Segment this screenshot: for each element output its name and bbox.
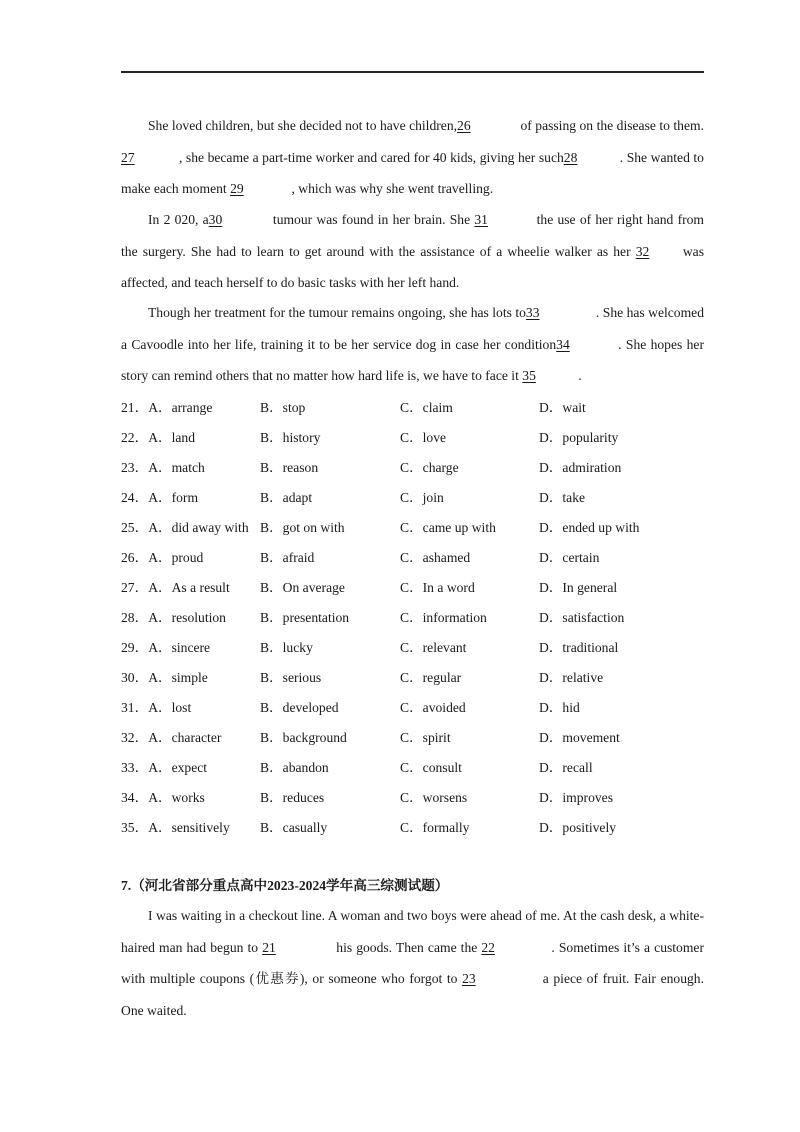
option-b[interactable]: B．presentation [260, 610, 350, 625]
option-row [121, 783, 704, 813]
options-list [121, 393, 704, 843]
option-row [121, 603, 704, 633]
option-d[interactable]: D．certain [539, 550, 600, 565]
option-d[interactable]: D．improves [539, 790, 614, 805]
option-d[interactable]: D．admiration [539, 460, 622, 475]
option-a[interactable]: 33．A．expect [121, 760, 208, 775]
option-d[interactable]: D．relative [539, 670, 604, 685]
blank-32[interactable]: 32 [635, 243, 650, 259]
option-d[interactable]: D．wait [539, 400, 586, 415]
option-a[interactable]: 31．A．lost [121, 700, 192, 715]
blank-22[interactable]: 22 [481, 939, 495, 955]
blank-31[interactable]: 31 [474, 212, 488, 227]
option-c[interactable]: C．came up with [400, 520, 496, 535]
option-b[interactable]: B．background [260, 730, 347, 745]
blank-35[interactable]: 35 [522, 368, 536, 383]
option-a[interactable]: 24．A．form [121, 490, 199, 505]
option-row [121, 813, 704, 843]
option-d[interactable]: D．In general [539, 580, 618, 595]
option-d[interactable]: D．positively [539, 820, 617, 835]
option-c[interactable]: C．claim [400, 400, 453, 415]
option-c[interactable]: C．relevant [400, 640, 467, 655]
option-b[interactable]: B．On average [260, 580, 345, 595]
option-row [121, 633, 704, 663]
option-c[interactable]: C．worsens [400, 790, 468, 805]
option-a[interactable]: 25．A．did away with [121, 520, 249, 535]
option-c[interactable]: C．In a word [400, 580, 475, 595]
option-d[interactable]: D．satisfaction [539, 610, 625, 625]
option-c[interactable]: C．regular [400, 670, 462, 685]
option-c[interactable]: C．avoided [400, 700, 466, 715]
passage-paragraph-1: She loved children, but she decided not to have children,26 of passing on the disease to them. 27 , she became a part-time worker and cared for 40 kids, giving her such28 . She wanted to make each moment 29 , which was why she went travelling. [121, 110, 704, 205]
option-row [121, 513, 704, 543]
passage-paragraph-2: In 2 020, a30 tumour was found in her brain. She 31 the use of her right hand from the surgery. She had to learn to get around with the assistance of a wheelie walker as her 32 was affected, and teach herself to do basic tasks with her left hand. [121, 204, 704, 299]
option-d[interactable]: D．movement [539, 730, 620, 745]
option-row [121, 573, 704, 603]
blank-26[interactable]: 26 [457, 118, 471, 133]
blank-34[interactable]: 34 [556, 336, 570, 352]
blank-30[interactable]: 30 [208, 212, 223, 227]
option-c[interactable]: C．consult [400, 760, 462, 775]
option-d[interactable]: D．recall [539, 760, 593, 775]
option-a[interactable]: 32．A．character [121, 730, 222, 745]
option-b[interactable]: B．abandon [260, 760, 329, 775]
option-b[interactable]: B．adapt [260, 490, 313, 505]
option-b[interactable]: B．afraid [260, 550, 315, 565]
header-rule [121, 71, 704, 73]
option-d[interactable]: D．take [539, 490, 586, 505]
option-d[interactable]: D．popularity [539, 430, 619, 445]
option-a[interactable]: 27．A．As a result [121, 580, 230, 595]
option-a[interactable]: 28．A．resolution [121, 610, 226, 625]
blank-28[interactable]: 28 [563, 149, 578, 165]
option-a[interactable]: 34．A．works [121, 790, 205, 805]
option-b[interactable]: B．developed [260, 700, 339, 715]
option-d[interactable]: D．traditional [539, 640, 619, 655]
option-a[interactable]: 23．A．match [121, 460, 205, 475]
blank-21[interactable]: 21 [262, 939, 276, 955]
option-row [121, 663, 704, 693]
option-b[interactable]: B．reduces [260, 790, 325, 805]
option-b[interactable]: B．got on with [260, 520, 345, 535]
option-b[interactable]: B．serious [260, 670, 322, 685]
option-row [121, 753, 704, 783]
option-a[interactable]: 21．A．arrange [121, 400, 213, 415]
blank-23[interactable]: 23 [462, 971, 476, 986]
option-row [121, 393, 704, 423]
option-row [121, 693, 704, 723]
option-c[interactable]: C．formally [400, 820, 470, 835]
option-a[interactable]: 22．A．land [121, 430, 196, 445]
option-a[interactable]: 26．A．proud [121, 550, 204, 565]
question-7-title: 7.（河北省部分重点高中2023-2024学年高三综测试题） [121, 878, 449, 893]
blank-33[interactable]: 33 [525, 305, 540, 320]
option-row [121, 483, 704, 513]
option-b[interactable]: B．lucky [260, 640, 313, 655]
option-b[interactable]: B．history [260, 430, 321, 445]
option-row [121, 453, 704, 483]
option-b[interactable]: B．casually [260, 820, 328, 835]
option-c[interactable]: C．charge [400, 460, 459, 475]
option-row [121, 723, 704, 753]
option-c[interactable]: C．spirit [400, 730, 451, 745]
passage-paragraph-3: Though her treatment for the tumour remains ongoing, she has lots to33 . She has welcomed a Cavoodle into her life, training it to be her service dog in case her condition34 . She hopes her story can remind others that no matter how hard life is, we have to face it 35 . [121, 297, 704, 392]
option-a[interactable]: 29．A．sincere [121, 640, 211, 655]
option-a[interactable]: 30．A．simple [121, 670, 208, 685]
blank-29[interactable]: 29 [230, 181, 244, 196]
option-c[interactable]: C．love [400, 430, 447, 445]
option-row [121, 543, 704, 573]
option-b[interactable]: B．stop [260, 400, 306, 415]
option-d[interactable]: D．hid [539, 700, 580, 715]
option-row [121, 423, 704, 453]
blank-27[interactable]: 27 [121, 149, 135, 165]
option-c[interactable]: C．ashamed [400, 550, 471, 565]
option-d[interactable]: D．ended up with [539, 520, 640, 535]
option-a[interactable]: 35．A．sensitively [121, 820, 230, 835]
option-c[interactable]: C．join [400, 490, 444, 505]
option-c[interactable]: C．information [400, 610, 487, 625]
option-b[interactable]: B．reason [260, 460, 319, 475]
question-7-paragraph: I was waiting in a checkout line. A woman and two boys were ahead of me. At the cash desk, a white-haired man had begun to 21 his goods. Then came the 22 . Sometimes it’s a customer with multiple coupons (优惠券), or someone who forgot to 23 a piece of fruit. Fair enough. One waited. [121, 908, 704, 1018]
